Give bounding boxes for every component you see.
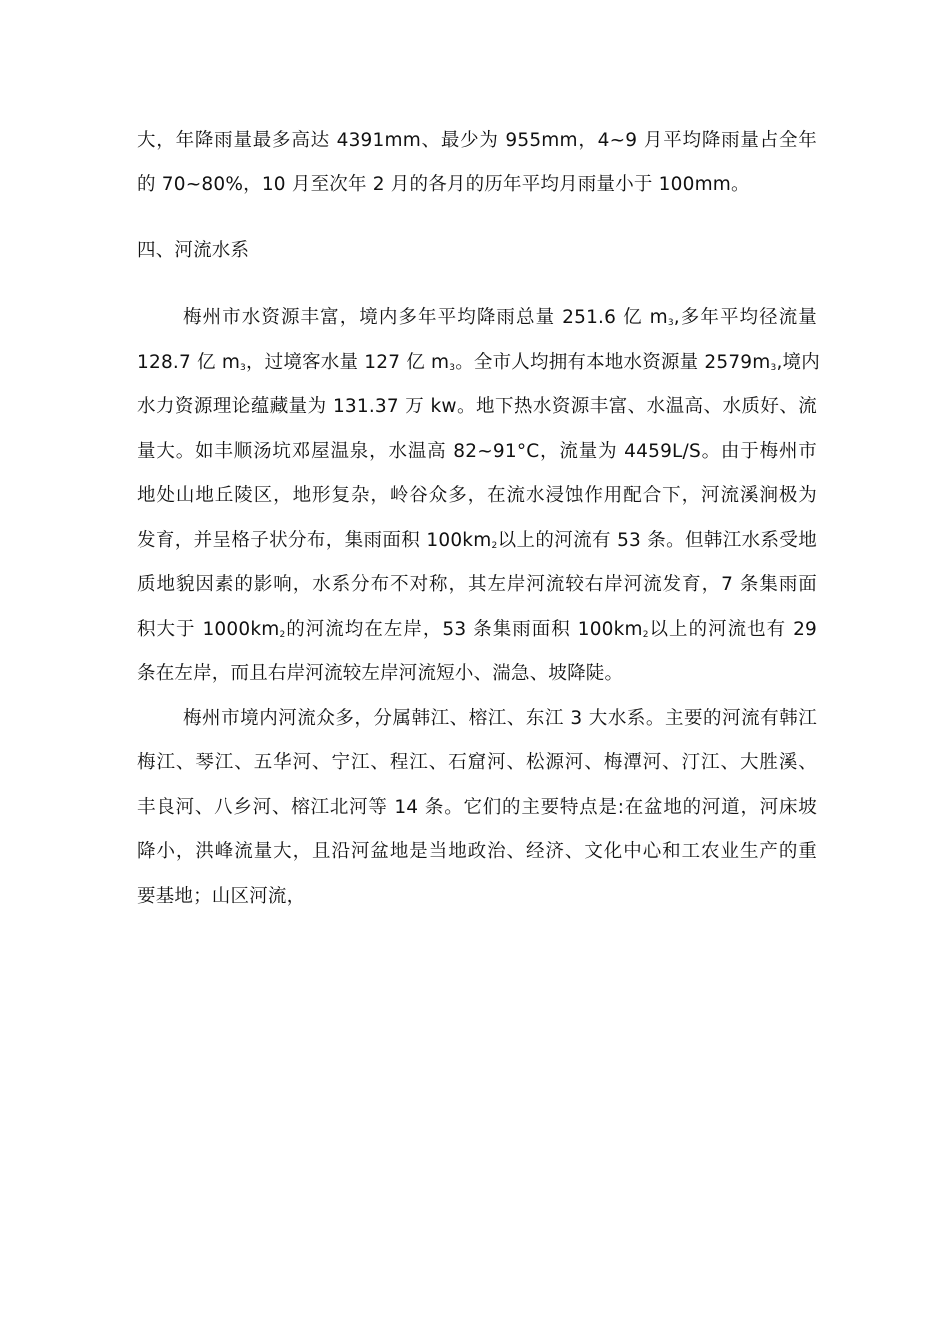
para1-line-3: 水力资源理论蕴藏量为 131.37 万 kw。地下热水资源丰富、水温高、水质好、流 bbox=[137, 396, 817, 417]
section-heading: 四、河流水系 bbox=[137, 240, 250, 261]
para2-line-5: 要基地；山区河流， bbox=[137, 886, 306, 907]
para1-line-7: 质地貌因素的影响，水系分布不对称，其左岸河流较右岸河流发育，7 条集雨面 bbox=[137, 574, 817, 595]
para2-line-1: 梅州市境内河流众多，分属韩江、榕江、东江 3 大水系。主要的河流有韩江 bbox=[183, 708, 817, 729]
para2-line-3: 丰良河、八乡河、榕江北河等 14 条。它们的主要特点是:在盆地的河道，河床坡 bbox=[137, 797, 817, 818]
para2-line-4: 降小，洪峰流量大，且沿河盆地是当地政治、经济、文化中心和工农业生产的重 bbox=[137, 841, 817, 862]
para1-line-6: 发育，并呈格子状分布，集雨面积 $100km_2$以上的河流有 53 条。但韩江水系受地 bbox=[137, 530, 817, 551]
para1-line-8: 积大于 $1000km_2$的河流均在左岸，53 条集雨面积 $100km_2$以上的河流也有 29 bbox=[137, 619, 818, 640]
para1-line-1: 梅州市水资源丰富，境内多年平均降雨总量 251.6 亿 $m_3$,多年平均径流量 bbox=[183, 307, 817, 328]
para1-line-5: 地处山地丘陵区，地形复杂，岭谷众多，在流水浸蚀作用配合下，河流溪涧极为 bbox=[137, 485, 817, 506]
intro-line-1: 大，年降雨量最多高达 4391mm、最少为 955mm，4~9 月平均降雨量占全年 bbox=[137, 130, 817, 151]
para1-line-4: 量大。如丰顺汤坑邓屋温泉，水温高 82~91°C，流量为 4459L/S。由于梅州市 bbox=[137, 441, 817, 462]
para1-line-2: 128.7 亿 $m_3$，过境客水量 127 亿 $m_3$。全市人均拥有本地水资源量 $2579m_3$,境内 bbox=[137, 352, 820, 373]
para2-line-2: 梅江、琴江、五华河、宁江、程江、石窟河、松源河、梅潭河、汀江、大胜溪、 bbox=[137, 752, 817, 773]
para1-line-9: 条在左岸，而且右岸河流较左岸河流短小、湍急、坡降陡。 bbox=[137, 663, 624, 684]
intro-line-2: 的 70~80%，10 月至次年 2 月的各月的历年平均月雨量小于 100mm。 bbox=[137, 174, 750, 195]
